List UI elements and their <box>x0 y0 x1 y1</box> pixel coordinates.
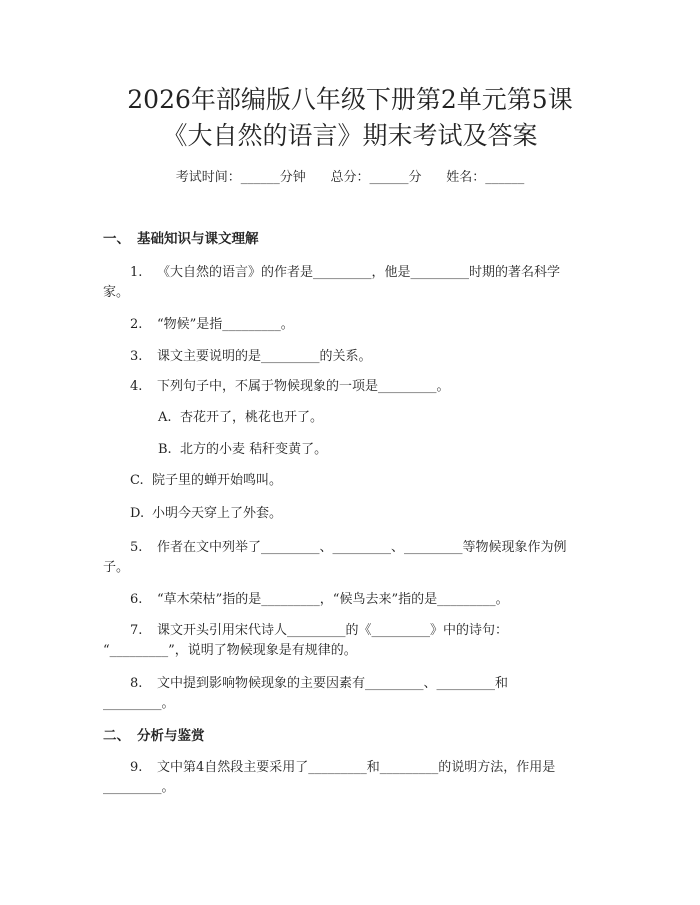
question-text: 课文开头引用宋代诗人_________的《_________》中的诗句： <box>157 623 509 638</box>
question-text: “草木荣枯”指的是_________，“候鸟去来”指的是_________。 <box>157 592 509 607</box>
question-5 <box>130 539 567 557</box>
option-text: 杏花开了，桃花也开了。 <box>180 410 324 425</box>
section-heading-basics <box>103 230 259 248</box>
question-number: 9. <box>130 760 143 775</box>
question-text: “物候”是指_________。 <box>157 317 294 332</box>
question-9 <box>130 759 555 777</box>
document-title-line-1: 2026年部编版八年级下册第2单元第5课 <box>127 85 573 114</box>
option-letter: A. <box>158 410 172 425</box>
option-text: 北方的小麦 秸秆变黄了。 <box>180 442 328 457</box>
question-1 <box>130 264 560 282</box>
question-text: 《大自然的语言》的作者是_________，他是_________时期的著名科学 <box>157 265 561 280</box>
option-letter: C. <box>130 473 144 488</box>
question-6 <box>130 591 509 609</box>
question-text: 作者在文中列举了_________、_________、_________等物候现象作为例 <box>157 540 567 555</box>
option-c <box>130 472 282 490</box>
question-text: 下列句子中，不属于物候现象的一项是_________。 <box>157 379 450 394</box>
question-number: 3. <box>130 349 143 364</box>
section-number: 一、 <box>103 231 130 247</box>
question-number: 7. <box>130 623 143 638</box>
option-text: 小明今天穿上了外套。 <box>152 506 283 521</box>
option-letter: B. <box>158 442 172 457</box>
question-text: 文中提到影响物候现象的主要因素有_________、_________和 <box>157 676 509 691</box>
question-text: 课文主要说明的是_________的关系。 <box>157 349 372 364</box>
question-3 <box>130 348 372 366</box>
question-1-continuation: 家。 <box>103 285 130 300</box>
document-title-line-2: 《大自然的语言》期末考试及答案 <box>162 121 538 150</box>
question-9-continuation: _________。 <box>103 780 175 795</box>
question-number: 5. <box>130 540 143 555</box>
question-number: 8. <box>130 676 143 691</box>
exam-info-line: 考试时间：______分钟 总分：______分 姓名：______ <box>175 170 525 185</box>
option-d <box>130 505 282 523</box>
question-2 <box>130 316 294 334</box>
question-number: 1. <box>130 265 143 280</box>
option-letter: D. <box>130 506 145 521</box>
question-4 <box>130 378 450 396</box>
question-5-continuation: 子。 <box>103 560 130 575</box>
option-text: 院子里的蝉开始鸣叫。 <box>152 473 283 488</box>
option-a <box>158 409 323 427</box>
question-text: 文中第4自然段主要采用了_________和_________的说明方法，作用是 <box>157 760 556 775</box>
question-number: 4. <box>130 379 143 394</box>
question-8-continuation: _________。 <box>103 696 175 711</box>
section-number: 二、 <box>103 728 130 744</box>
section-heading-analysis <box>103 727 205 745</box>
option-b <box>158 441 327 459</box>
question-7 <box>130 622 508 640</box>
question-7-continuation: “_________”，说明了物候现象是有规律的。 <box>103 643 357 658</box>
question-number: 6. <box>130 592 143 607</box>
question-8 <box>130 675 508 693</box>
section-title: 分析与鉴赏 <box>137 728 205 744</box>
section-title: 基础知识与课文理解 <box>137 231 259 247</box>
question-number: 2. <box>130 317 143 332</box>
